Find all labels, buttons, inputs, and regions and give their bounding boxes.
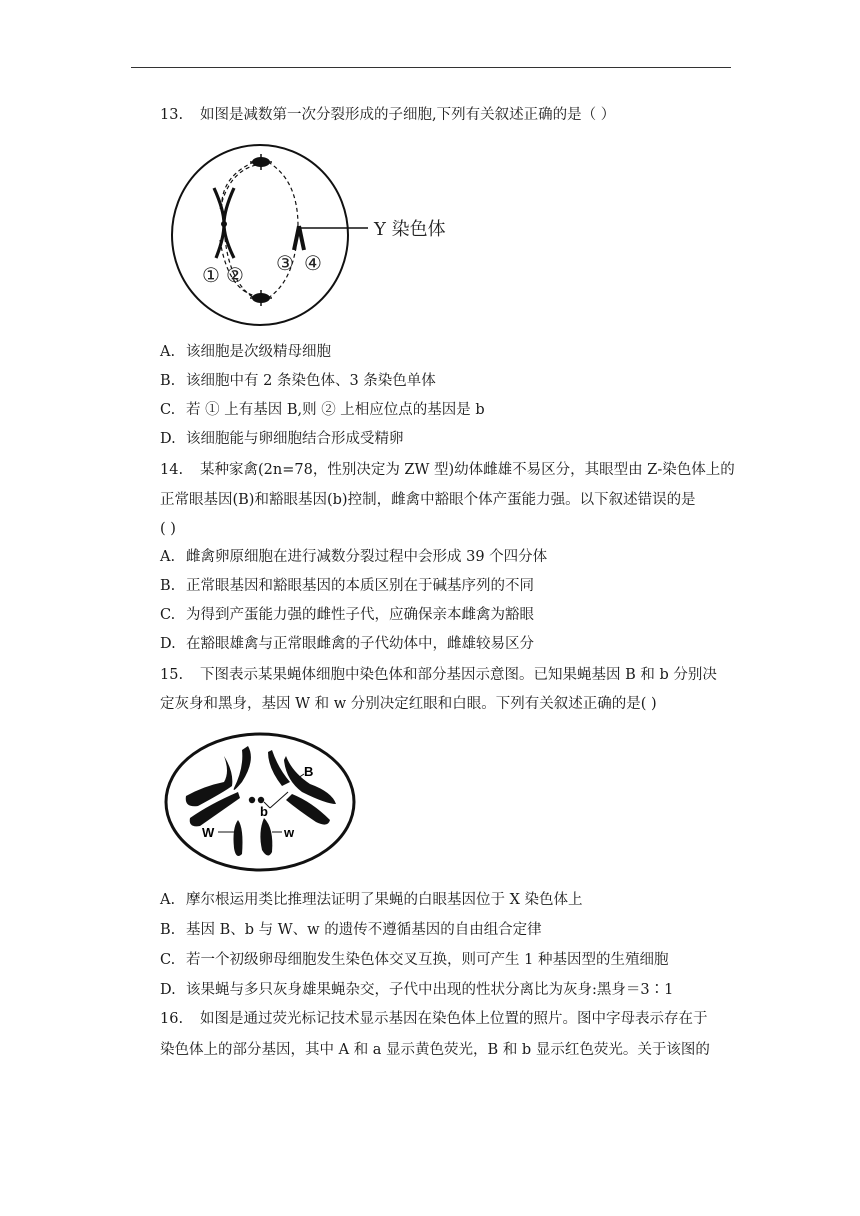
gene-label-b: b	[260, 804, 268, 819]
q13-figure	[168, 140, 478, 330]
q15-number: 15.	[160, 667, 184, 683]
q14-stem-line-2: 正常眼基因(B)和豁眼基因(b)控制，雌禽中豁眼个体产蛋能力强。以下叙述错误的是	[160, 492, 696, 508]
q15-option-a: A. 摩尔根运用类比推理法证明了果蝇的白眼基因位于 X 染色体上	[160, 892, 583, 908]
q15-stem-line-1: 15. 下图表示某果蝇体细胞中染色体和部分基因示意图。已知果蝇基因 B 和 b 分别决	[160, 667, 717, 683]
circled-4: ④	[304, 251, 322, 275]
q15-stem-line-2: 定灰身和黑身，基因 W 和 w 分别决定红眼和白眼。下列有关叙述正确的是( )	[160, 696, 657, 712]
header-rule	[131, 67, 731, 68]
q15-option-d: D. 该果蝇与多只灰身雄果蝇杂交，子代中出现的性状分离比为灰身:黑身＝3∶1	[160, 982, 674, 998]
q13-option-d: D. 该细胞能与卵细胞结合形成受精卵	[160, 431, 404, 447]
chromosome-1-2	[214, 188, 234, 258]
q16-number: 16.	[160, 1011, 184, 1027]
q13-option-c: C. 若 ① 上有基因 B,则 ② 上相应位点的基因是 b	[160, 402, 485, 418]
q14-option-a: A. 雌禽卵原细胞在进行减数分裂过程中会形成 39 个四分体	[160, 549, 548, 565]
q14-option-c: C. 为得到产蛋能力强的雌性子代，应确保亲本雌禽为豁眼	[160, 607, 534, 623]
q13-option-b: B. 该细胞中有 2 条染色体、3 条染色单体	[160, 373, 436, 389]
q13-stem	[160, 105, 615, 125]
gene-label-W: W	[202, 825, 215, 840]
q14-option-d: D. 在豁眼雄禽与正常眼雌禽的子代幼体中，雌雄较易区分	[160, 636, 534, 652]
y-chromosome	[294, 226, 368, 250]
q14-stem-line-1: 14. 某种家禽(2n=78，性别决定为 ZW 型)幼体雌雄不易区分，其眼型由 Z-染色体上的	[160, 462, 735, 478]
q13-stem-text: 如图是减数第一次分裂形成的子细胞,下列有关叙述正确的是（ ）	[200, 107, 616, 123]
circled-3: ③	[276, 251, 294, 275]
q16-stem-line-2: 染色体上的部分基因，其中 A 和 a 显示黄色荧光，B 和 b 显示红色荧光。关于该图的	[160, 1042, 710, 1058]
q13-number: 13.	[160, 107, 184, 123]
circled-2: ②	[226, 263, 244, 287]
gene-label-w: w	[284, 825, 295, 840]
q13-option-a: A. 该细胞是次级精母细胞	[160, 344, 331, 360]
q14-option-b: B. 正常眼基因和豁眼基因的本质区别在于碱基序列的不同	[160, 578, 534, 594]
q14-stem-line-3: ( )	[160, 521, 176, 537]
q16-stem-line-1: 16. 如图是通过荧光标记技术显示基因在染色体上位置的照片。图中字母表示存在于	[160, 1011, 708, 1027]
q15-figure	[160, 728, 360, 878]
q14-number: 14.	[160, 462, 184, 478]
y-chromosome-label: Y 染色体	[374, 219, 446, 240]
q15-option-c: C. 若一个初级卵母细胞发生染色体交叉互换，则可产生 1 种基因型的生殖细胞	[160, 952, 669, 968]
circled-1: ①	[202, 263, 220, 287]
q15-option-b: B. 基因 B、b 与 W、w 的遗传不遵循基因的自由组合定律	[160, 922, 542, 938]
gene-label-B: B	[304, 764, 314, 779]
